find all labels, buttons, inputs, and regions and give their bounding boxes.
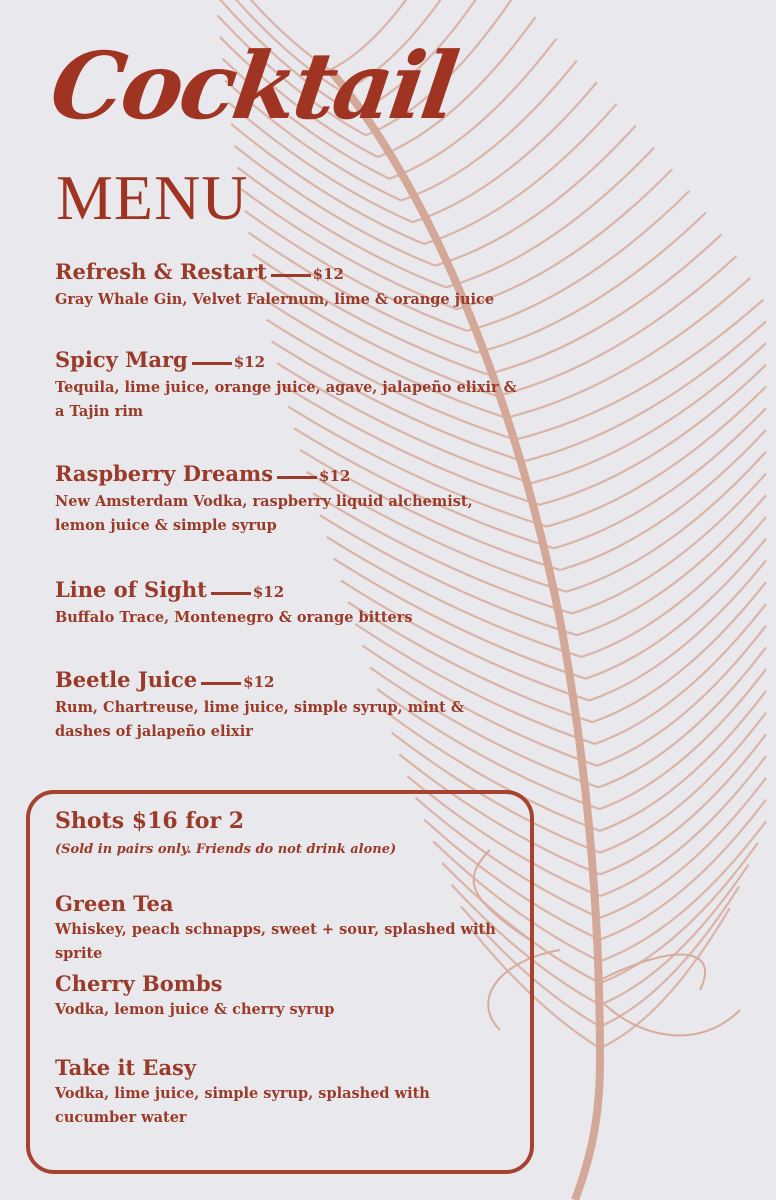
feather-barb: [547, 387, 766, 527]
cocktail-name: Raspberry Dreams: [55, 461, 274, 486]
feather-barb: [539, 365, 766, 505]
cocktail-item: [55, 576, 555, 630]
shot-name: Green Tea: [55, 891, 174, 916]
cocktail-description: Tequila, lime juice, orange juice, agave, jalapeño elixir & a Tajin rim: [55, 379, 517, 420]
cocktail-price: $12: [319, 467, 351, 485]
cocktail-item: [55, 666, 555, 744]
shot-name: Take it Easy: [55, 1055, 197, 1080]
shots-note: (Sold in pairs only. Friends do not drink alone): [55, 842, 397, 857]
cocktail-description: Rum, Chartreuse, lime juice, simple syrup, mint & dashes of jalapeño elixir: [55, 699, 464, 740]
feather-barb: [524, 321, 766, 461]
price-dash: [201, 682, 241, 685]
cocktail-name: Line of Sight: [55, 577, 207, 602]
shot-name: Cherry Bombs: [55, 971, 223, 996]
feather-barb: [560, 430, 766, 570]
price-dash: [192, 362, 232, 365]
feather-barb: [554, 408, 766, 548]
shots-title: Shots $16 for 2: [55, 808, 245, 834]
cocktail-description: Buffalo Trace, Montenegro & orange bitters: [55, 609, 413, 626]
shot-item: [55, 890, 555, 966]
cocktail-item: [55, 346, 555, 424]
feather-barb: [572, 473, 766, 613]
cocktail-name: Spicy Marg: [55, 347, 188, 372]
feather-barb: [532, 343, 766, 483]
shot-item: [55, 1054, 555, 1130]
cocktail-price: $12: [233, 353, 266, 371]
cocktail-description: New Amsterdam Vodka, raspberry liquid alchemist, lemon juice & simple syrup: [55, 493, 473, 534]
cocktail-description: Gray Whale Gin, Velvet Falernum, lime & orange juice: [55, 291, 495, 308]
feather-barb: [566, 452, 766, 592]
cocktail-item: [55, 460, 555, 538]
cocktail-item: [55, 258, 555, 312]
shot-description: Whiskey, peach schnapps, sweet + sour, splashed with sprite: [55, 921, 496, 962]
cocktail-price: $12: [252, 583, 285, 601]
shot-description: Vodka, lemon juice & cherry syrup: [55, 1001, 335, 1018]
feather-barb: [577, 495, 766, 635]
menu-title-script: Cocktail: [44, 32, 462, 140]
price-dash: [277, 476, 317, 479]
menu-title-main: MENU: [56, 162, 249, 233]
cocktail-name: Beetle Juice: [55, 667, 198, 692]
shot-item: [55, 970, 555, 1022]
price-dash: [211, 592, 251, 595]
cocktail-price: $12: [243, 673, 275, 691]
cocktail-name: Refresh & Restart: [55, 259, 267, 284]
cocktail-price: $12: [312, 265, 344, 283]
price-dash: [271, 274, 311, 277]
shot-description: Vodka, lime juice, simple syrup, splashed with cucumber water: [55, 1085, 430, 1126]
